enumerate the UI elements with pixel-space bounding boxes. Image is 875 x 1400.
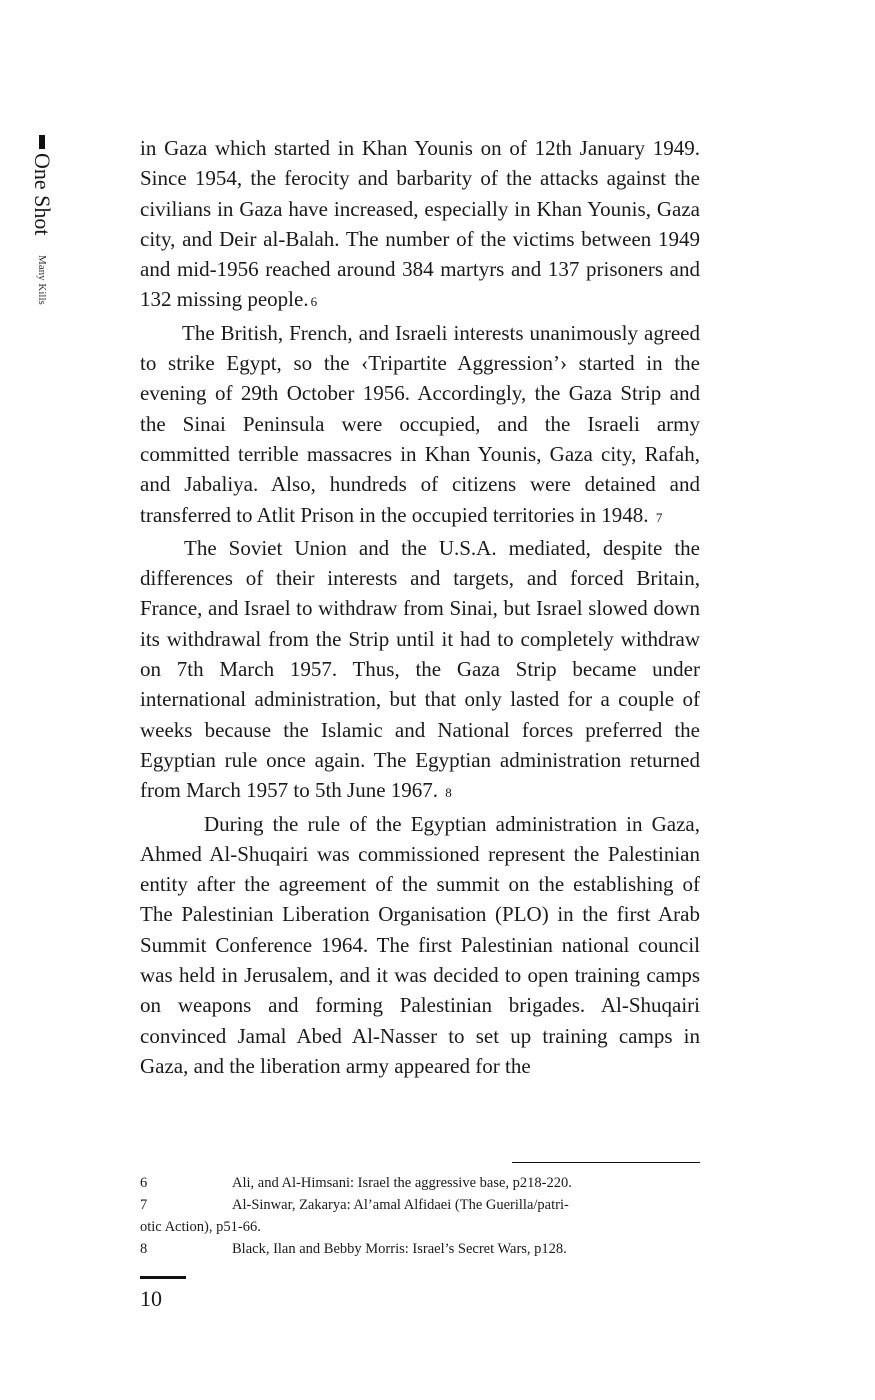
footnote [140, 1194, 700, 1216]
footnote-number: 6 [140, 1175, 148, 1191]
footnote-ref: 7 [655, 509, 663, 525]
running-header [30, 135, 60, 355]
footnote-text: Black, Ilan and Bebby Morris: Israel’s Secret Wars, p128. [232, 1241, 567, 1257]
footnotes [140, 1172, 700, 1260]
page-number-rule [140, 1276, 186, 1279]
book-subtitle: Many Kills [36, 255, 48, 305]
paragraph: The British, French, and Israeli interests unanimously agreed to strike Egypt, so the ‹Tripartite Aggression’› started in the evening of 29th October 1956. Accordingly, the Gaza Strip and the Sinai Peninsula were occupied, and the Israeli army committed terrible massacres in Khan Younis, Gaza city, Rafah, and Jabaliya. Also, hundreds of citizens were detained and transferred to Atlit Prison in the occupied territories in 1948. 7 [140, 320, 700, 527]
paragraph: in Gaza which started in Khan Younis on of 12th January 1949. Since 1954, the ferocity and barbarity of the attacks against the civilians in Gaza have increased, especially in Khan Younis, Gaza city, and Deir al-Balah. The number of the victims between 1949 and mid-1956 reached around 384 martyrs and 137 prisoners and 132 missing people. 6 [140, 136, 700, 312]
footnote-text: Ali, and Al-Himsani: Israel the aggressive base, p218-220. [232, 1175, 572, 1191]
footnote-continuation: otic Action), p51-66. [140, 1219, 261, 1235]
footnote-ref: 6 [310, 294, 318, 310]
paragraph: During the rule of the Egyptian administration in Gaza, Ahmed Al-Shuqairi was commissioned represent the Palestinian entity after the agreement of the summit on the establishing of The Palestinian Liberation Organisation (PLO) in the first Arab Summit Conference 1964. The first Palestinian national council was held in Jerusalem, and it was decided to open training camps on weapons and forming Palestinian brigades. Al-Shuqairi convinced Jamal Abed Al-Nasser to set up training camps in Gaza, and the liberation army appeared for the [140, 811, 700, 1078]
footnote [140, 1172, 700, 1194]
footnote-text: Al-Sinwar, Zakarya: Al’amal Alfidaei (The Guerilla/patri- [232, 1197, 569, 1213]
footnote-separator [512, 1162, 700, 1163]
page-number: 10 [140, 1286, 162, 1311]
body-text [140, 133, 700, 1081]
paragraph: The Soviet Union and the U.S.A. mediated, despite the differences of their interests and targets, and forced Britain, France, and Israel to withdraw from Sinai, but Israel slowed down its withdrawal from the Strip until it had to completely withdraw on 7th March 1957. Thus, the Gaza Strip became under international administration, but that only lasted for a couple of weeks because the Islamic and National forces preferred the Egyptian rule once again. The Egyptian administration returned from March 1957 to 5th June 1967. 8 [140, 535, 700, 803]
header-marker-bar [39, 135, 45, 149]
book-title: One Shot [30, 153, 55, 236]
footnote-number: 7 [140, 1197, 148, 1213]
footnote [140, 1238, 700, 1260]
footnote-ref: 8 [445, 785, 452, 801]
footnote-number: 8 [140, 1241, 148, 1257]
